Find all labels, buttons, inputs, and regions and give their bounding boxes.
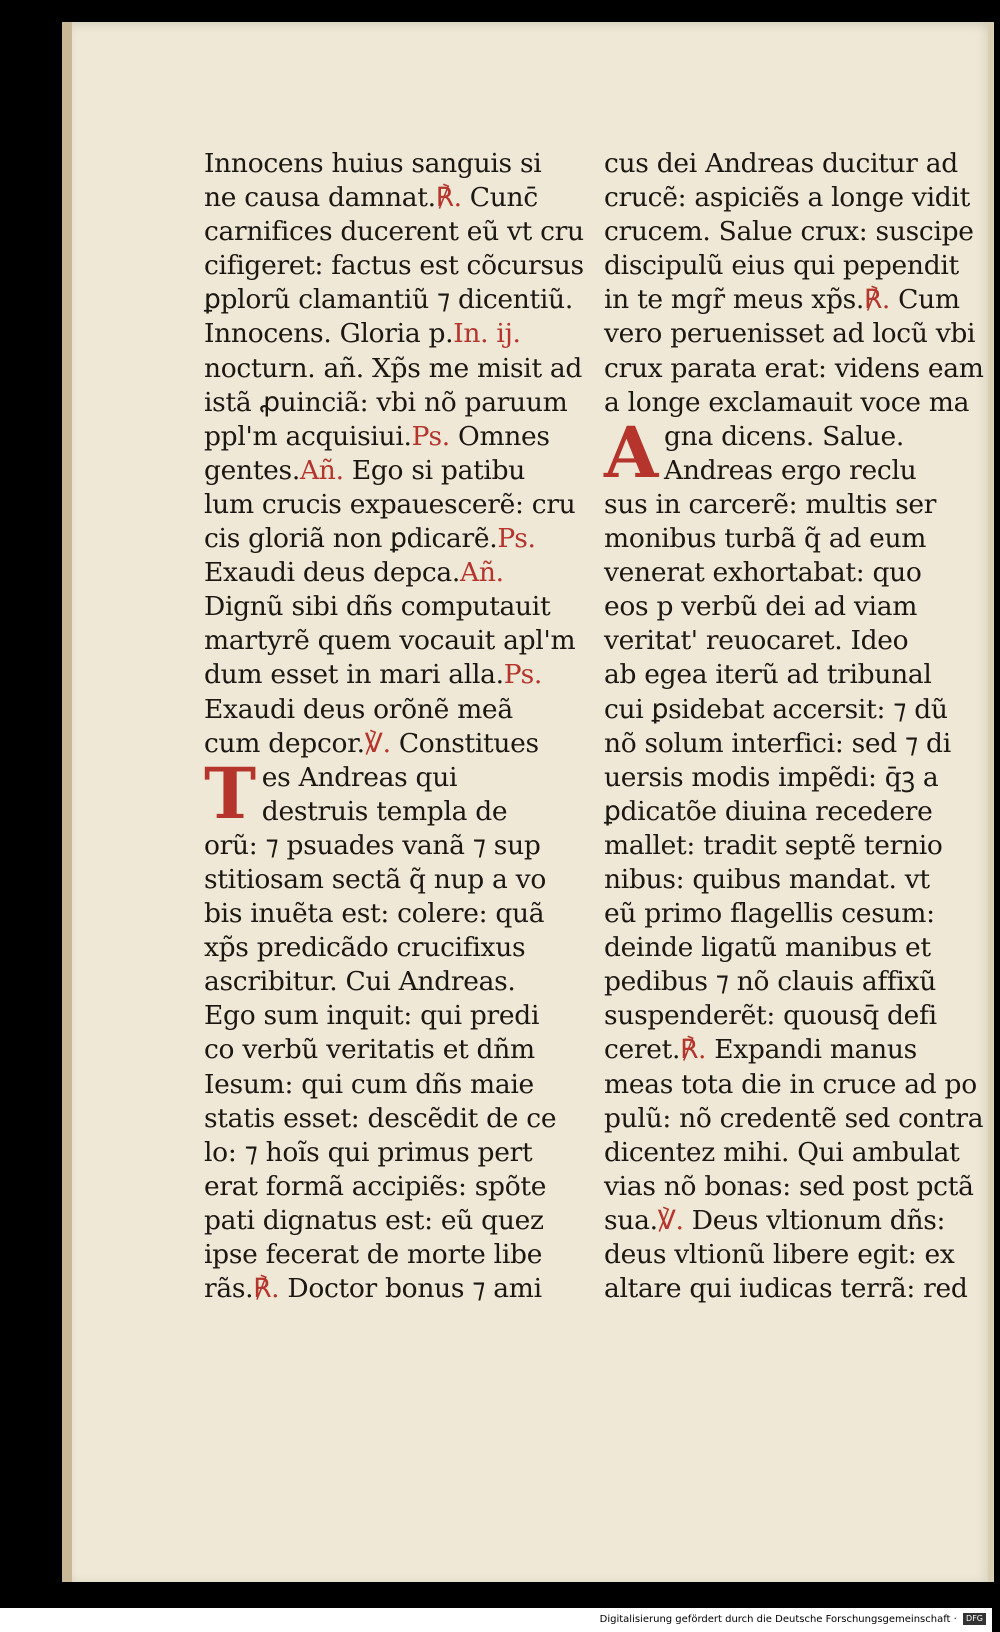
rubric-mark: Añ. <box>299 454 344 486</box>
text-line <box>604 658 974 692</box>
text-line <box>604 249 974 283</box>
line-text: istã ꝓuinciã: vbi nõ paruum <box>204 386 568 418</box>
text-line <box>604 1068 977 1102</box>
text-line <box>204 658 574 692</box>
text-line <box>204 829 574 863</box>
line-text-continued: Ego si patibu <box>343 454 526 486</box>
text-line <box>204 181 574 215</box>
text-line <box>204 556 574 590</box>
line-text: cui ꝑsidebat accersit: ⁊ dũ <box>604 693 948 725</box>
line-text: bis inuẽta est: colere: quã <box>204 898 545 930</box>
text-line <box>204 386 574 420</box>
line-text: discipulũ eius qui pependit <box>604 250 959 282</box>
text-line <box>604 829 974 863</box>
line-text: ꝑdicatõe diuina recedere <box>604 795 933 827</box>
line-text: cifigeret: factus est cõcursus <box>204 250 584 282</box>
line-text: deinde ligatũ manibus et <box>604 932 931 964</box>
line-text-continued: Omnes <box>449 420 550 452</box>
text-line <box>204 795 574 829</box>
line-text: martyrẽ quem vocauit apl'm <box>204 625 576 657</box>
line-text: sus in carcerẽ: multis ser <box>604 488 937 520</box>
line-text: Exaudi deus orõnẽ meã <box>204 693 513 725</box>
line-text-continued: Xp̃s me misit ad <box>363 352 583 384</box>
text-line <box>204 965 574 999</box>
line-text: ceret. <box>604 1034 681 1066</box>
text-line <box>604 727 974 761</box>
left-text-column <box>204 147 584 1306</box>
line-text: lum crucis expauescerẽ: cru <box>204 488 576 520</box>
line-text: eũ primo flagellis cesum: <box>604 898 935 930</box>
text-line <box>204 215 584 249</box>
line-text: pulũ: nõ credentẽ sed contra <box>604 1102 984 1134</box>
line-text: orũ: ⁊ psuades vanã ⁊ sup <box>204 829 541 861</box>
line-text: ne causa damnat. <box>204 182 436 214</box>
text-line <box>604 1272 974 1306</box>
line-text: xp̃s predicãdo crucifixus <box>204 932 526 964</box>
line-text: vias nõ bonas: sed post pctã <box>604 1170 974 1202</box>
line-text: veritat' reuocaret. Ideo <box>604 625 909 657</box>
line-text: lo: ⁊ hoĩs qui primus pert <box>204 1136 533 1168</box>
line-text: cum depcor. <box>204 727 365 759</box>
line-text: rãs. <box>204 1273 254 1305</box>
text-line <box>604 147 974 181</box>
line-text: uersis modis impẽdi: q̄ꝫ a <box>604 761 939 793</box>
line-text: in te mgr̃ meus xp̃s. <box>604 284 865 316</box>
text-line <box>604 795 974 829</box>
text-line <box>604 488 974 522</box>
text-line <box>604 522 974 556</box>
line-text: gentes. <box>204 454 300 486</box>
text-line <box>604 999 974 1033</box>
line-text: crux parata erat: videns eam <box>604 352 984 384</box>
line-text: co verbũ veritatis et dñm <box>204 1034 535 1066</box>
text-line <box>604 931 974 965</box>
text-line <box>204 1170 574 1204</box>
text-line <box>604 556 974 590</box>
line-text: a longe exclamauit voce ma <box>604 386 970 418</box>
text-line <box>204 352 583 386</box>
text-line <box>604 283 974 317</box>
line-text-continued: Doctor bonus ⁊ ami <box>279 1273 542 1305</box>
line-text: altare qui iudicas terrã: red <box>604 1273 968 1305</box>
text-line <box>204 283 574 317</box>
right-text-column <box>604 147 984 1306</box>
text-line <box>604 1102 984 1136</box>
text-line <box>204 727 574 761</box>
text-line <box>604 965 974 999</box>
line-text: monibus turbã q̃ ad eum <box>604 523 927 555</box>
line-text: meas tota die in cruce ad po <box>604 1068 977 1100</box>
text-line <box>604 590 974 624</box>
text-line <box>604 454 974 488</box>
line-text: statis esset: descẽdit de ce <box>204 1102 557 1134</box>
text-line <box>204 522 574 556</box>
line-text: deus vltionũ libere egit: ex <box>604 1239 955 1270</box>
line-text: suspenderẽt: quousq̄ defi <box>604 1000 937 1032</box>
text-line <box>604 863 974 897</box>
line-text: es Andreas qui <box>261 761 458 793</box>
rubric-mark: ℟. <box>253 1273 280 1305</box>
text-line <box>604 317 974 351</box>
line-text: nõ solum interfici: sed ⁊ di <box>604 727 951 759</box>
text-line <box>604 1033 974 1067</box>
text-line <box>204 590 574 624</box>
text-line <box>204 1272 574 1306</box>
rubric-mark: Añ. <box>460 557 504 589</box>
rubric-mark: ℟. <box>680 1034 707 1066</box>
line-text-continued: Cum <box>890 284 960 316</box>
book-page <box>62 22 992 1582</box>
text-line <box>204 454 574 488</box>
text-line <box>204 1136 574 1170</box>
rubric-initial: T <box>204 751 256 835</box>
text-line <box>204 999 574 1033</box>
text-line <box>204 1102 574 1136</box>
line-text: destruis templa de <box>261 795 508 827</box>
line-text: Iesum: qui cum dñs maie <box>204 1068 534 1100</box>
text-line <box>204 624 574 658</box>
line-text: gna dicens. Salue. <box>664 420 904 452</box>
footer-credit: Digitalisierung gefördert durch die Deutsche Forschungsgemeinschaft · <box>599 1614 957 1625</box>
line-text: ab egea iterũ ad tribunal <box>604 659 932 691</box>
text-line <box>204 693 574 727</box>
line-text: Andreas ergo reclu <box>664 454 917 486</box>
text-line <box>604 624 974 658</box>
line-text: erat formã accipiẽs: spõte <box>204 1170 547 1202</box>
text-line <box>204 317 574 351</box>
line-text: Exaudi deus depca. <box>204 557 461 589</box>
line-text-continued: Expandi manus <box>706 1034 917 1066</box>
text-line <box>604 897 974 931</box>
text-line <box>204 897 574 931</box>
line-text-continued: Cunc̄ <box>461 182 538 214</box>
line-text: dicentez mihi. Qui ambulat <box>604 1136 960 1168</box>
line-text: cis gloriã non ꝑdicarẽ. <box>204 523 498 555</box>
rubric-mark: Ps. <box>411 420 450 452</box>
rubric-mark: ℟. <box>435 182 462 214</box>
line-text: ppl'm acquisiui. <box>204 420 412 452</box>
text-line <box>204 863 574 897</box>
line-text: Innocens huius sanguis si <box>204 148 542 179</box>
line-text: carnifices ducerent eũ vt cru <box>204 216 584 248</box>
text-line <box>204 420 574 454</box>
line-text: sua. <box>604 1204 658 1236</box>
text-line <box>204 931 574 965</box>
text-line <box>604 386 974 420</box>
line-text: crucem. Salue crux: suscipe <box>604 216 974 248</box>
line-text: nibus: quibus mandat. vt <box>604 863 930 895</box>
line-text-continued: Deus vltionum dñs: <box>683 1204 946 1236</box>
text-line <box>204 488 574 522</box>
text-line <box>204 1068 574 1102</box>
line-text: eos p verbũ dei ad viam <box>604 591 918 623</box>
rubric-mark: ℣. <box>364 727 391 759</box>
rubric-mark: ℟. <box>864 284 890 316</box>
text-line <box>204 1033 574 1067</box>
line-text: cus dei Andreas ducitur ad <box>604 148 958 179</box>
text-line <box>604 693 974 727</box>
text-line <box>604 181 974 215</box>
rubric-mark: Ps. <box>503 659 543 691</box>
rubric-initial: A <box>604 410 659 494</box>
rubric-mark: Ps. <box>497 523 536 555</box>
line-text: mallet: tradit septẽ ternio <box>604 829 943 861</box>
digitization-footer <box>0 1608 992 1632</box>
text-line <box>604 1238 974 1272</box>
line-text: crucẽ: aspiciẽs a longe vidit <box>604 182 970 214</box>
text-line <box>204 1238 574 1272</box>
line-text: nocturn. añ. <box>204 352 364 384</box>
line-text: pati dignatus est: eũ quez <box>204 1204 544 1236</box>
text-line <box>604 352 984 386</box>
text-line <box>604 1136 974 1170</box>
line-text: Innocens. Gloria p. <box>204 318 454 350</box>
rubric-mark: In. ij. <box>453 318 521 350</box>
text-line <box>204 249 584 283</box>
text-line <box>604 215 974 249</box>
rubric-mark: ℣. <box>657 1204 684 1236</box>
text-line <box>204 1204 574 1238</box>
line-text: Dignũ sibi dñs computauit <box>204 591 551 623</box>
line-text-continued: Constitues <box>390 727 539 759</box>
line-text: Ego sum inquit: qui predi <box>204 1000 540 1032</box>
line-text: venerat exhortabat: quo <box>604 557 922 589</box>
dfg-logo: DFG <box>963 1613 986 1625</box>
text-line <box>204 147 574 181</box>
text-line <box>604 761 974 795</box>
line-text: pedibus ⁊ nõ clauis affixũ <box>604 966 936 998</box>
line-text: vero peruenisset ad locũ vbi <box>604 318 976 350</box>
line-text: dum esset in mari alla. <box>204 659 504 691</box>
line-text: stitiosam sectã q̃ nup a vo <box>204 863 547 895</box>
text-line <box>604 1204 974 1238</box>
line-text: ipse fecerat de morte libe <box>204 1239 543 1270</box>
line-text: ascribitur. Cui Andreas. <box>204 966 516 998</box>
text-line <box>604 1170 974 1204</box>
line-text: ꝑplorũ clamantiũ ⁊ dicentiũ. <box>204 284 573 316</box>
